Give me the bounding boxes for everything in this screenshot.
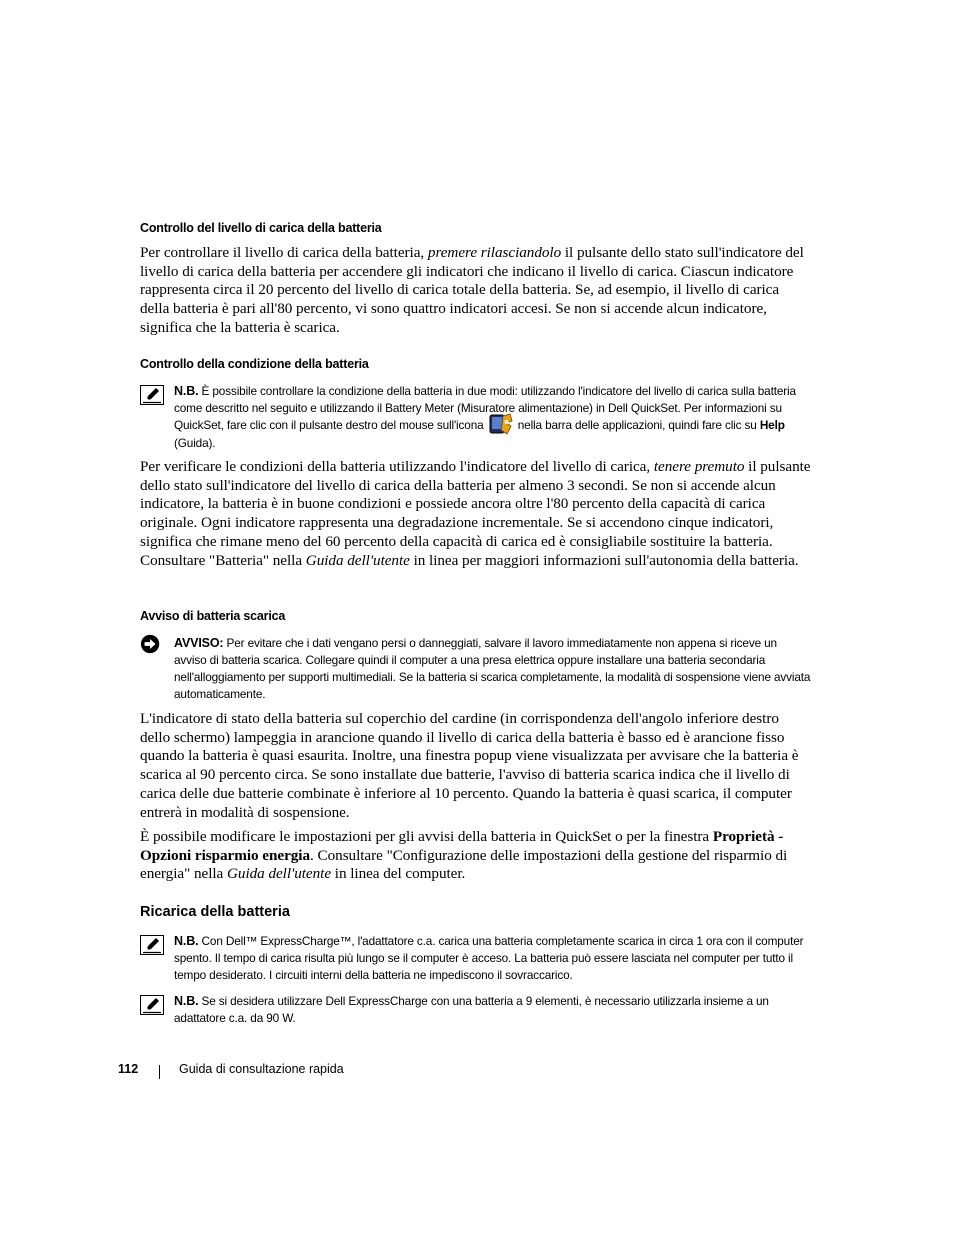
text-run: . Consultare "Configurazione delle impostazioni della gestione del risparmio di energia" nella bbox=[140, 846, 788, 883]
heading-battery-charge-level: Controllo del livello di carica della batteria bbox=[140, 221, 382, 235]
note-pencil-icon bbox=[140, 385, 164, 405]
note-label: N.B. bbox=[174, 384, 199, 398]
page-number: 112 bbox=[118, 1062, 139, 1076]
notice-arrow-icon bbox=[140, 633, 162, 655]
note-expresscharge bbox=[140, 933, 812, 984]
note-label: N.B. bbox=[174, 934, 199, 948]
notice-label: AVVISO: bbox=[174, 636, 224, 650]
emphasis-text: premere rilasciandolo bbox=[427, 244, 562, 261]
text-run: il pulsante dello stato sull'indicatore del livello di carica della batteria per almeno 3 secondi. Se non si accende alcun indicatore, la batteria è in buone condizioni e possiede ancora oltre l'80 percento della capacità di carica originale. Ogni indicatore rappresenta una degradazione incrementale. Se si accendono cinque indicatori, significa che rimane meno del 60 percento della capacità di carica ed è consigliabile sostituire la batteria. Consultare "Batteria" nella bbox=[140, 458, 811, 569]
notice-text bbox=[174, 635, 812, 703]
note-pencil-icon bbox=[140, 995, 164, 1015]
text-run: il pulsante dello stato sull'indicatore del livello di carica della batteria per accendere gli indicatori che indicano il livello di carica. Ciascun indicatore rappresenta circa il 20 percento del livello di carica totale della batteria. Se, ad esempio, il livello di carica della batteria è pari all'80 percento, vi sono quattro indicatori accesi. Se non si accende alcun indicatore, significa che la batteria è scarica. bbox=[140, 244, 804, 336]
paragraph-status-indicator: L'indicatore di stato della batteria sul coperchio del cardine (in corrispondenza dell'angolo inferiore destro dello schermo) lampeggia in arancione quando il livello di carica della batteria è basso ed è arancione fisso quando la batteria è quasi esaurita. Inoltre, una finestra popup viene visualizzata per avvisare che la batteria è scarica al 90 percento circa. Se sono installate due batterie, l'avviso di batteria scarica indica che il livello di carica delle due batterie combinate è inferiore al 10 percento. Quando la batteria è quasi scarica, il computer entrerà in modalità di sospensione. bbox=[140, 710, 799, 821]
footer-title: Guida di consultazione rapida bbox=[179, 1062, 344, 1076]
note-text bbox=[174, 933, 812, 984]
footer-divider bbox=[159, 1065, 160, 1079]
text-run: Per controllare il livello di carica della batteria, bbox=[140, 244, 428, 261]
emphasis-text: Guida dell'utente bbox=[226, 865, 332, 883]
note-text bbox=[174, 993, 812, 1027]
bold-text: Proprietà - Opzioni risparmio energia bbox=[140, 828, 784, 864]
text-run: Se si desidera utilizzare Dell ExpressCharge con una batteria a 9 elementi, è necessario utilizzarla insieme a un adattatore c.a. da 90 W. bbox=[174, 994, 769, 1025]
text-run: È possibile controllare la condizione della batteria in due modi: utilizzando l'indicatore del livello di carica sulla batteria come descritto nel seguito e utilizzando il Battery Meter (Misuratore alimentazione) in Dell QuickSet. Per informazioni su QuickSet, fare clic con il pulsante destro del mouse sull'icona bbox=[174, 384, 796, 433]
text-run: in linea per maggiori informazioni sull'autonomia della batteria. bbox=[409, 551, 799, 569]
paragraph-charge-level bbox=[140, 244, 812, 338]
note-pencil-icon bbox=[140, 935, 164, 955]
note-battery-condition bbox=[140, 383, 812, 452]
note-9-cell-battery bbox=[140, 993, 812, 1027]
text-run: Per verificare le condizioni della batteria utilizzando l'indicatore del livello di carica, bbox=[140, 458, 654, 475]
emphasis-text: tenere premuto bbox=[653, 458, 745, 475]
text-run: Per evitare che i dati vengano persi o danneggiati, salvare il lavoro immediatamente non appena si riceve un avviso di batteria scarica. Collegare quindi il computer a una presa elettrica oppure installare una batteria secondaria nell'alloggiamento per supporti multimediali. Se la batteria si scarica completamente, la modalità di sospensione viene avviata automaticamente. bbox=[174, 636, 811, 701]
help-bold-text: Help bbox=[759, 418, 785, 433]
quickset-icon bbox=[489, 413, 513, 435]
text-run: (Guida). bbox=[174, 436, 216, 450]
text-run: È possibile modificare le impostazioni per gli avvisi della batteria in QuickSet o per la finestra bbox=[140, 828, 713, 845]
notice-low-battery bbox=[140, 635, 812, 703]
heading-battery-charging: Ricarica della batteria bbox=[140, 904, 290, 920]
text-run: Con Dell™ ExpressCharge™, l'adattatore c.a. carica una batteria completamente scarica in circa 1 ora con il computer spento. Il tempo di carica risulta più lungo se il computer è acceso. La batteria può essere lasciata nel computer per tutto il tempo desiderato. I circuiti interni della batteria ne impediscono il sovraccarico. bbox=[174, 934, 804, 982]
text-run: nella barra delle applicazioni, quindi fare clic su bbox=[514, 418, 760, 433]
emphasis-text: Guida dell'utente bbox=[305, 551, 410, 569]
note-label: N.B. bbox=[174, 994, 199, 1008]
note-text bbox=[174, 383, 812, 452]
text-run: in linea del computer. bbox=[331, 865, 466, 883]
heading-low-battery-warning: Avviso di batteria scarica bbox=[140, 609, 286, 623]
paragraph-quickset-settings bbox=[140, 828, 812, 884]
page-footer bbox=[118, 1062, 344, 1076]
heading-battery-condition: Controllo della condizione della batteria bbox=[140, 357, 369, 371]
paragraph-battery-condition bbox=[140, 458, 812, 570]
